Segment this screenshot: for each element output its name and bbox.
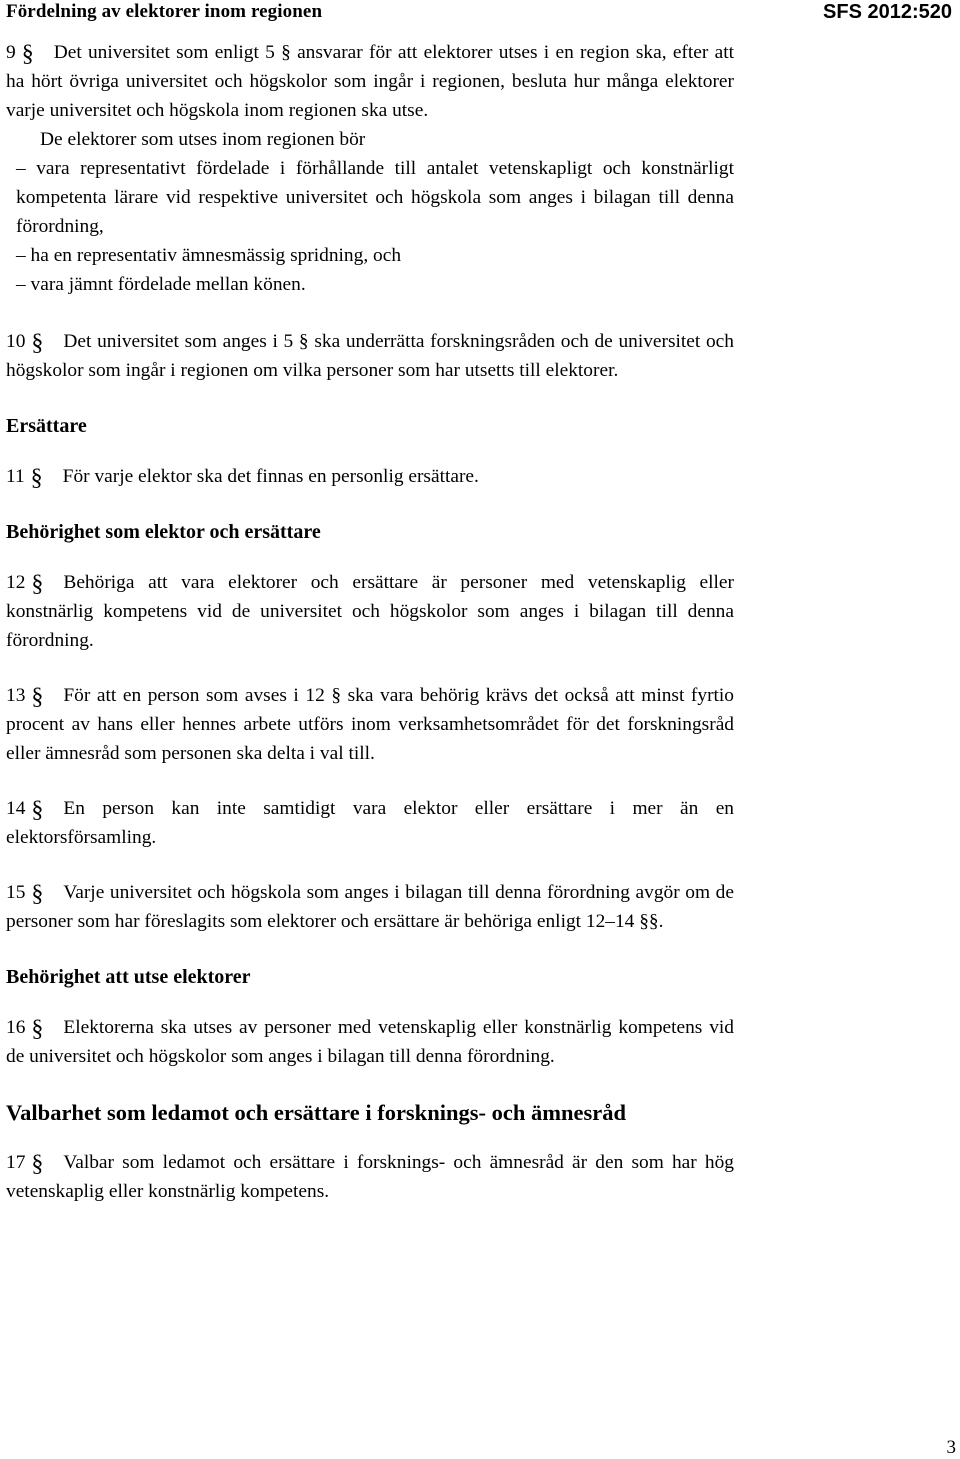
paragraph-number: 10 [6,331,26,352]
section-symbol: § [31,881,44,907]
section-symbol: § [31,1016,44,1042]
paragraph-14 [6,794,734,852]
paragraph-17 [6,1148,734,1206]
paragraph-13 [6,681,734,768]
paragraph-11 [6,462,734,491]
paragraph-15 [6,878,734,936]
sfs-number: SFS 2012:520 [823,1,952,23]
section-symbol: § [31,330,44,356]
paragraph-9 [6,38,734,299]
paragraph-text: Elektorerna ska utses av personer med vetenskaplig eller konstnärlig kompetens vid de universitet och högskolor som anges i bilagan till denna förordning. [6,1017,734,1067]
section-symbol: § [31,571,44,597]
section-symbol: § [31,684,44,710]
paragraph-number: 15 [6,882,26,903]
paragraph-number: 9 [6,42,16,63]
section-heading-utse: Behörighet att utse elektorer [6,966,251,988]
document-body [6,38,734,1206]
section-heading-behorighet: Behörighet som elektor och ersättare [6,521,321,543]
page-number: 3 [946,1437,956,1458]
paragraph-text: Behöriga att vara elektorer och ersättare är personer med vetenskaplig eller konstnärlig kompetens vid de universitet och högskolor som anges i bilagan till denna förordning. [6,572,734,651]
paragraph-lead: De elektorer som utses inom regionen bör [40,129,366,150]
paragraph-number: 12 [6,572,26,593]
paragraph-number: 16 [6,1017,26,1038]
paragraph-text: Valbar som ledamot och ersättare i forsknings- och ämnesråd är den som har hög vetenskaplig eller konstnärlig kompetens. [6,1152,734,1202]
paragraph-10 [6,327,734,385]
paragraph-text: För varje elektor ska det finnas en personlig ersättare. [62,466,479,487]
paragraph-number: 14 [6,798,26,819]
list-item: – ha en representativ ämnesmässig spridning, och [16,245,402,266]
paragraph-number: 17 [6,1152,26,1173]
paragraph-text: Det universitet som anges i 5 § ska underrätta forskningsråden och de universitet och högskolor som ingår i regionen om vilka personer som har utsetts till elektorer. [6,331,734,381]
paragraph-text: En person kan inte samtidigt vara elektor eller ersättare i mer än en elektorsförsamling. [6,798,734,848]
section-symbol: § [31,1151,44,1177]
running-title: Fördelning av elektorer inom regionen [6,1,323,22]
paragraph-text: Varje universitet och högskola som anges i bilagan till denna förordning avgör om de personer som har föreslagits som elektorer och ersättare är behöriga enligt 12–14 §§. [6,882,734,932]
paragraph-16 [6,1013,734,1071]
paragraph-12 [6,568,734,655]
paragraph-text: För att en person som avses i 12 § ska vara behörig krävs det också att minst fyrtio procent av hans eller hennes arbete utförs inom verksamhetsområdet för det forskningsråd eller ämnesråd som personen ska delta i val till. [6,685,734,764]
section-heading-valbarhet: Valbarhet som ledamot och ersättare i forsknings- och ämnesråd [6,1100,626,1125]
section-symbol: § [31,797,44,823]
list-item: – vara jämnt fördelade mellan könen. [16,274,306,295]
paragraph-number: 13 [6,685,26,706]
section-heading-ersattare: Ersättare [6,415,87,437]
list-item: – vara representativt fördelade i förhållande till antalet vetenskapligt och konstnärligt kompetenta lärare vid respektive universitet och högskola som anges i bilagan till denna förordning, [16,158,734,237]
section-symbol: § [21,41,34,67]
paragraph-number: 11 [6,466,25,487]
paragraph-text: Det universitet som enligt 5 § ansvarar för att elektorer utses i en region ska, efter att ha hört övriga universitet och högskolor som ingår i regionen, besluta hur många elektorer varje universitet och högskola inom regionen ska utse. [6,42,734,121]
section-symbol: § [30,465,43,491]
